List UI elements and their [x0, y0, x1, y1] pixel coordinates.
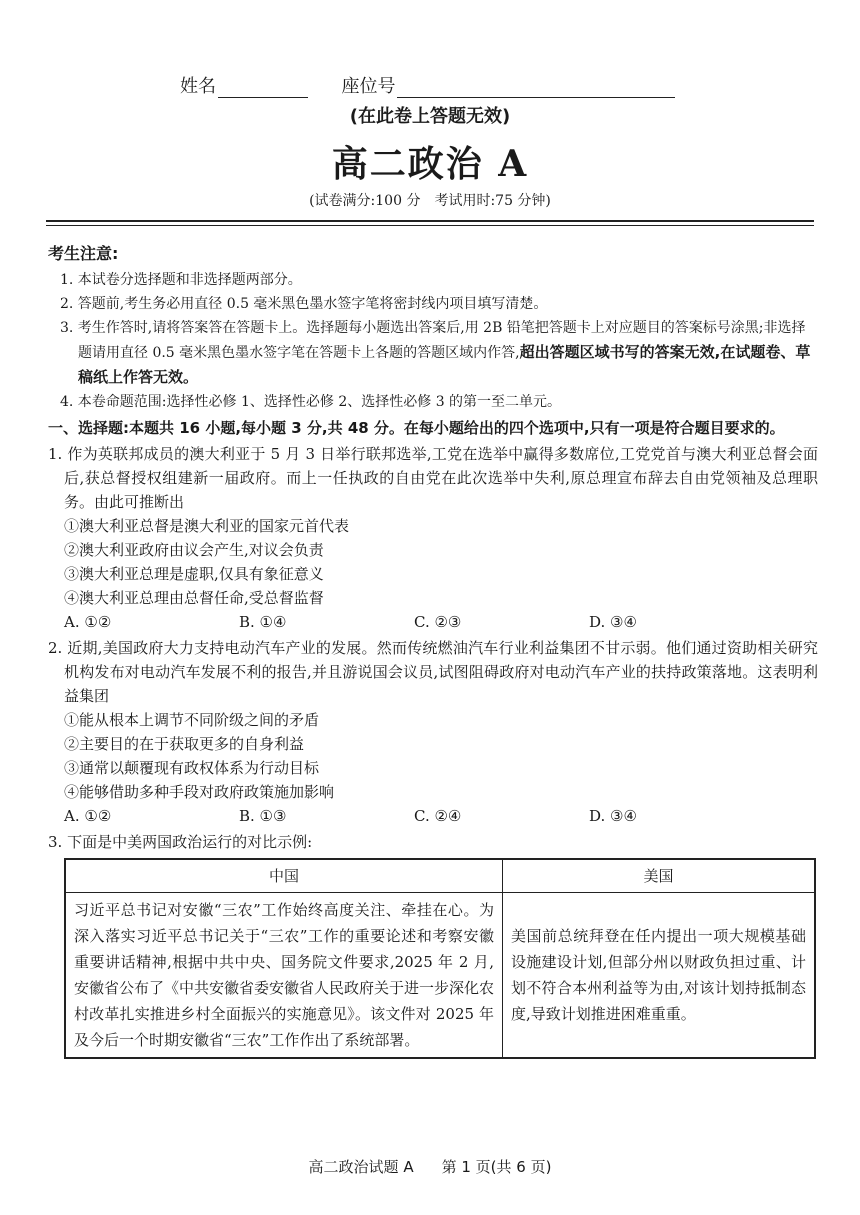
table-cell-china: 习近平总书记对安徽“三农”工作始终高度关注、牵挂在心。为深入落实习近平总书记关于“三农”工作的重要论述和考察安徽重要讲话精神,根据中共中央、国务院文件要求,2025 年 2 月,安徽省公布了《中共安徽省委安徽省人民政府关于进一步深化农村改革扎实推进乡村全面振兴的实施意见》。该文件对 2025 年及今后一个时期安徽省“三农”工作作出了系统部署。 [65, 893, 503, 1059]
option-item: ①澳大利亚总督是澳大利亚的国家元首代表 [64, 517, 350, 535]
table-header-china: 中国 [65, 859, 503, 893]
attention-item-3-text: 3. 考生作答时,请将答案答在答题卡上。选择题每小题选出答案后,用 2B 铅笔把答题卡上对应题目的答案标号涂黑;非选择题请用直径 0.5 毫米黑色墨水签字笔在答题卡上各题的答题区域内作答, [60, 320, 806, 361]
answer-choices [48, 610, 818, 634]
option-item: ③澳大利亚总理是虚职,仅具有象征意义 [64, 565, 324, 583]
option-item: ④澳大利亚总理由总督任命,受总督监督 [64, 589, 324, 607]
question-stem: 3. 下面是中美两国政治运行的对比示例: [48, 833, 313, 851]
choice-c: C. ②③ [414, 613, 462, 631]
option-item: ①能从根本上调节不同阶级之间的矛盾 [64, 711, 320, 729]
exam-content [48, 242, 818, 1059]
header-rule-thin [46, 225, 814, 226]
table-cell-usa: 美国前总统拜登在任内提出一项大规模基础设施建设计划,但部分州以财政负担过重、计划不符合本州利益等为由,对该计划持抵制态度,导致计划推进困难重重。 [503, 893, 816, 1059]
choice-c: C. ②④ [414, 807, 462, 825]
question-2 [48, 636, 818, 828]
answer-choices [48, 804, 818, 828]
name-label: 姓名 [180, 76, 216, 97]
footer-title: 高二政治试题 A [308, 1158, 414, 1176]
question-stem: 2. 近期,美国政府大力支持电动汽车产业的发展。然而传统燃油汽车行业利益集团不甘示弱。他们通过资助相关研究机构发布对电动汽车发展不利的报告,并且游说国会议员,试图阻碍政府对电动汽车产业的扶持政策落地。这表明利益集团 [48, 639, 818, 705]
footer-page-number: 第 1 页(共 6 页) [441, 1158, 552, 1176]
attention-item-2: 2. 答题前,考生务必用直径 0.5 毫米黑色墨水签字笔将密封线内项目填写清楚。 [60, 296, 548, 312]
page-footer [0, 1156, 860, 1177]
option-item: ③通常以颠覆现有政权体系为行动目标 [64, 759, 320, 777]
attention-item-3 [48, 316, 818, 390]
choice-d: D. ③④ [589, 613, 637, 631]
exam-subtitle: (试卷满分:100 分 考试用时:75 分钟) [309, 193, 551, 209]
invalid-notice: (在此卷上答题无效) [349, 106, 511, 127]
choice-a: A. ①② [64, 613, 112, 631]
attention-item-3-bold: 超出答题区域书写的答案无效,在试题卷、草稿纸上作答无效。 [78, 343, 811, 386]
attention-item-1: 1. 本试卷分选择题和非选择题两部分。 [60, 272, 302, 288]
choice-b: B. ①③ [239, 807, 287, 825]
header-rule-thick [46, 220, 814, 222]
choice-b: B. ①④ [239, 613, 287, 631]
choice-d: D. ③④ [589, 807, 637, 825]
name-blank [218, 77, 308, 98]
seat-label: 座位号 [341, 76, 396, 97]
student-info-line [180, 72, 675, 98]
table-header-usa: 美国 [503, 859, 816, 893]
question-3 [48, 830, 818, 1059]
option-item: ②主要目的在于获取更多的自身利益 [64, 735, 305, 753]
section-heading: 一、选择题:本题共 16 小题,每小题 3 分,共 48 分。在每小题给出的四个选项中,只有一项是符合题目要求的。 [48, 419, 785, 437]
comparison-table [64, 858, 816, 1059]
table-header-row [65, 859, 815, 893]
attention-item-4: 4. 本卷命题范围:选择性必修 1、选择性必修 2、选择性必修 3 的第一至二单元。 [60, 394, 562, 410]
table-row [65, 893, 815, 1059]
question-stem: 1. 作为英联邦成员的澳大利亚于 5 月 3 日举行联邦选举,工党在选举中赢得多数席位,工党党首与澳大利亚总督会面后,获总督授权组建新一届政府。而上一任执政的自由党在此次选举中失利,原总理宣布辞去自由党领袖及总理职务。由此可推断出 [48, 445, 818, 511]
choice-a: A. ①② [64, 807, 112, 825]
exam-title: 高二政治 A [331, 143, 529, 185]
question-1 [48, 442, 818, 634]
option-item: ②澳大利亚政府由议会产生,对议会负责 [64, 541, 324, 559]
seat-blank [397, 77, 675, 98]
attention-heading: 考生注意: [48, 244, 119, 263]
option-item: ④能够借助多种手段对政府政策施加影响 [64, 783, 335, 801]
